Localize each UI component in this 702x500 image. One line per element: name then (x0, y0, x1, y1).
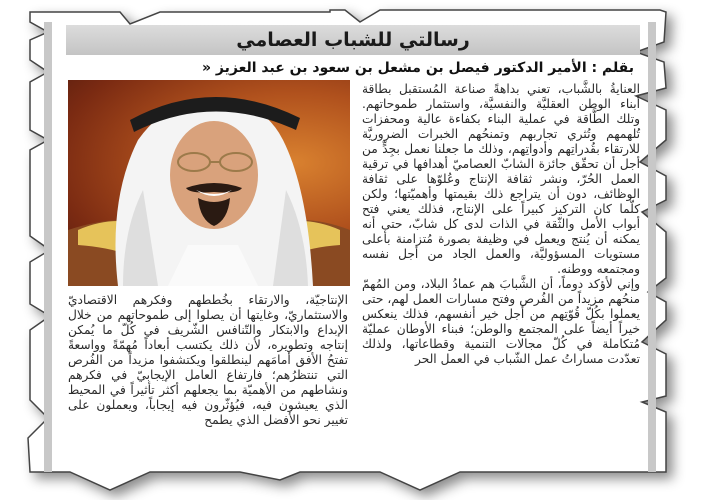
author-photo (68, 80, 350, 286)
article-body (58, 22, 648, 492)
article-title: رسالتي للشباب العصامي (236, 29, 470, 51)
paragraph-3: الإنتاجيّة، والارتقاء بخُططهم وفكرهم الاقتصاديّ والاستثماريّ، وغايتها أن يصلوا إلى طموحاتهم من خلال الإبداع والابتكار والتّنافس الشّريف في كُلّ ما يُمكن إنتاجه وتطويره، لأن ذلك يكتسب أبعاداً مُهمّةً وواسعةً تفتحُ الأفق أمامَهم لينطلقوا ويكتشفوا مزيداً من الفُرص التي تنتظرُهم؛ فارتفاع العامل الإيجابيّ في فكرهم ونشاطهم من الأهميّة بما يجعلهم أكثر تأثيراً في المحيط الذي يعيشون فيه، فيُؤثّرون فيه إيجاباً، ويعملون على تغيير نحو الأفضل الذي يطمح (68, 293, 348, 427)
portrait-illustration (68, 80, 350, 286)
paragraph-1: العنايةُ بالشَّباب، تعني بداهةً صناعة المُستقبل بطاقة أبناء الوطن العقليَّة والنفسيَّة، واستثمار طموحاتهم. وتلك الطَّاقة في عملية البناء بكفاءة عالية ومحفزات تُلهمهم وتُثري تجاربهم وتمنحُهم الخبرات الضروريَّة للارتقاء بقُدراتِهم وأدواتِهم، وذلك ما جعلنا نعمل بجِدٍّ من أجل أن تحقّق جائزة الشابّ العصاميّ أهدافها في ترقية العمل الحُرّ، ونشر ثقافة الإنتاج وعُلوّها على ثقافة الوظائف، دون أن يتراجع ذلك بقيمتها وأهميّتها؛ ولكن كلّما كان التركيز كبيراً على الإنتاج، فذلك يعني فتح أبواب الأمل والثّقة في الذات لدى كل شابّ، حتى أنه يمكنه أن يُنتج ويعمل في وظيفة بصورة مُتزامنة بأعلى مستويات المسؤوليَّة، والعمل الجاد من أجل نفسه ومجتمعه ووطنه. (362, 82, 640, 276)
title-bar (66, 25, 640, 55)
right-gray-rule (648, 22, 656, 472)
article-column-right (362, 82, 640, 367)
paragraph-2: وإني لأؤكد دوماً، أن الشَّبابَ هم عمادُ البلاد، ومن المُهمّ منحُهم مزيداً من الفُرص وفتح مسارات العمل لهم، حتى يعملوا بكُلّ قُوّتِهم من أجل خير أنفسهم، فذلك ينعكس خيراً أيضاً على المجتمع والوطن؛ فبناء الأوطان عمليّة مُتكاملة في كُلّ مجالات التنمية وقطاعاتها، ولذلك تعدّدت مساراتُ عمل الشّباب في العمل الحر (362, 277, 640, 366)
article-byline: بقلم : الأمير الدكتور فيصل بن مشعل بن سعود بن عبد العزيز « (202, 60, 634, 76)
article-column-left (68, 293, 348, 428)
left-gray-rule (44, 22, 52, 472)
